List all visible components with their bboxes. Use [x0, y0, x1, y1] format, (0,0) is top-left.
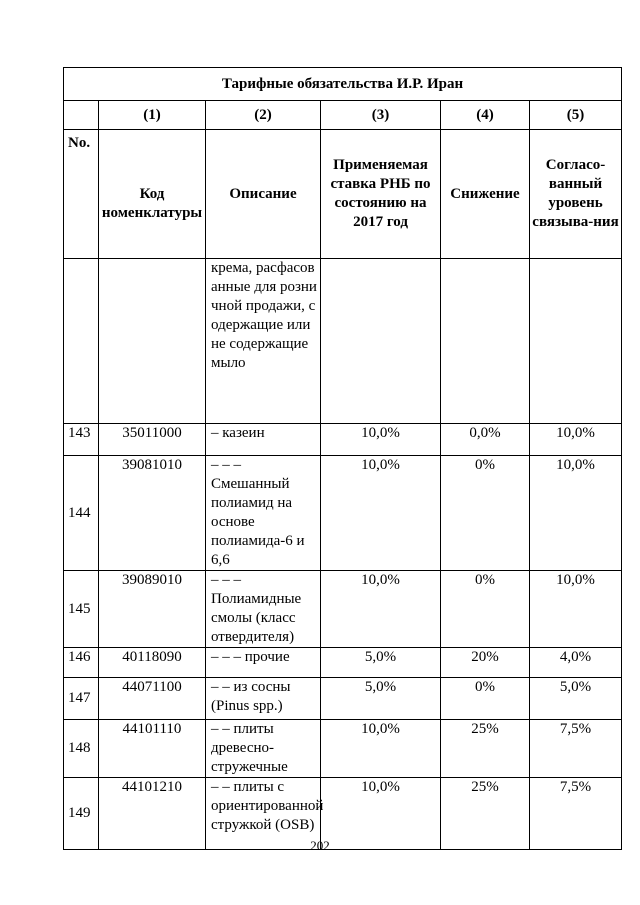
- header-applied-rate: Применяемая ставка РНБ по состоянию на 2017 год: [321, 130, 441, 259]
- page-number: 202: [310, 838, 330, 853]
- row-rate: 5,0%: [321, 648, 441, 678]
- row-code: 40118090: [99, 648, 206, 678]
- row-reduction: 25%: [441, 720, 530, 778]
- row-reduction: 25%: [441, 778, 530, 850]
- row-bound: 7,5%: [530, 720, 622, 778]
- table-row: [64, 456, 622, 571]
- table-row: [64, 720, 622, 778]
- row-reduction: 0%: [441, 571, 530, 648]
- table-row: [64, 424, 622, 456]
- cell-empty: [321, 259, 441, 424]
- column-number: (5): [530, 101, 622, 130]
- cell-empty: [99, 259, 206, 424]
- row-code: 44101110: [99, 720, 206, 778]
- header-row: [64, 130, 622, 259]
- header-description: Описание: [206, 130, 321, 259]
- column-number-empty: [64, 101, 99, 130]
- row-bound: 10,0%: [530, 456, 622, 571]
- row-description: – – – Полиамидные смолы (класс отвердителя): [206, 571, 321, 648]
- column-number-row: [64, 101, 622, 130]
- row-rate: 10,0%: [321, 424, 441, 456]
- table-title-row: [64, 68, 622, 101]
- row-bound: 5,0%: [530, 678, 622, 720]
- table-row: [64, 648, 622, 678]
- cell-empty: [64, 259, 99, 424]
- row-description: – – из сосны (Pinus spp.): [206, 678, 321, 720]
- row-number: 145: [64, 571, 99, 648]
- row-number: 149: [64, 778, 99, 850]
- row-bound: 4,0%: [530, 648, 622, 678]
- column-number: (2): [206, 101, 321, 130]
- row-rate: 10,0%: [321, 778, 441, 850]
- row-number: 144: [64, 456, 99, 571]
- row-rate: 10,0%: [321, 456, 441, 571]
- table-row: [64, 259, 622, 424]
- continuation-description: крема, расфасованные для розничной продажи, содержащие или не содержащие мыло: [206, 259, 321, 424]
- tariff-table: [63, 67, 622, 850]
- row-reduction: 0,0%: [441, 424, 530, 456]
- cell-empty: [530, 259, 622, 424]
- row-rate: 10,0%: [321, 571, 441, 648]
- header-code: Код номенклатуры: [99, 130, 206, 259]
- row-code: 39081010: [99, 456, 206, 571]
- row-number: 143: [64, 424, 99, 456]
- row-code: 39089010: [99, 571, 206, 648]
- row-description: – – плиты древесно-стружечные: [206, 720, 321, 778]
- row-description: – – – Смешанный полиамид на основе полиамида-6 и 6,6: [206, 456, 321, 571]
- header-reduction: Снижение: [441, 130, 530, 259]
- row-number: 147: [64, 678, 99, 720]
- row-bound: 10,0%: [530, 571, 622, 648]
- row-bound: 10,0%: [530, 424, 622, 456]
- table-row: [64, 571, 622, 648]
- row-description: – – плиты с ориентированной стружкой (OSB): [206, 778, 321, 850]
- column-number: (3): [321, 101, 441, 130]
- row-code: 44071100: [99, 678, 206, 720]
- row-rate: 10,0%: [321, 720, 441, 778]
- column-number: (1): [99, 101, 206, 130]
- row-reduction: 0%: [441, 678, 530, 720]
- header-bound-level: Согласо-ванный уровень связыва-ния: [530, 130, 622, 259]
- row-description: – казеин: [206, 424, 321, 456]
- table-title: Тарифные обязательства И.Р. Иран: [64, 68, 622, 101]
- row-reduction: 0%: [441, 456, 530, 571]
- row-code: 35011000: [99, 424, 206, 456]
- row-number: 148: [64, 720, 99, 778]
- row-reduction: 20%: [441, 648, 530, 678]
- row-rate: 5,0%: [321, 678, 441, 720]
- row-description: – – – прочие: [206, 648, 321, 678]
- row-code: 44101210: [99, 778, 206, 850]
- row-bound: 7,5%: [530, 778, 622, 850]
- header-no: No.: [64, 130, 99, 259]
- row-number: 146: [64, 648, 99, 678]
- column-number: (4): [441, 101, 530, 130]
- cell-empty: [441, 259, 530, 424]
- table-row: [64, 678, 622, 720]
